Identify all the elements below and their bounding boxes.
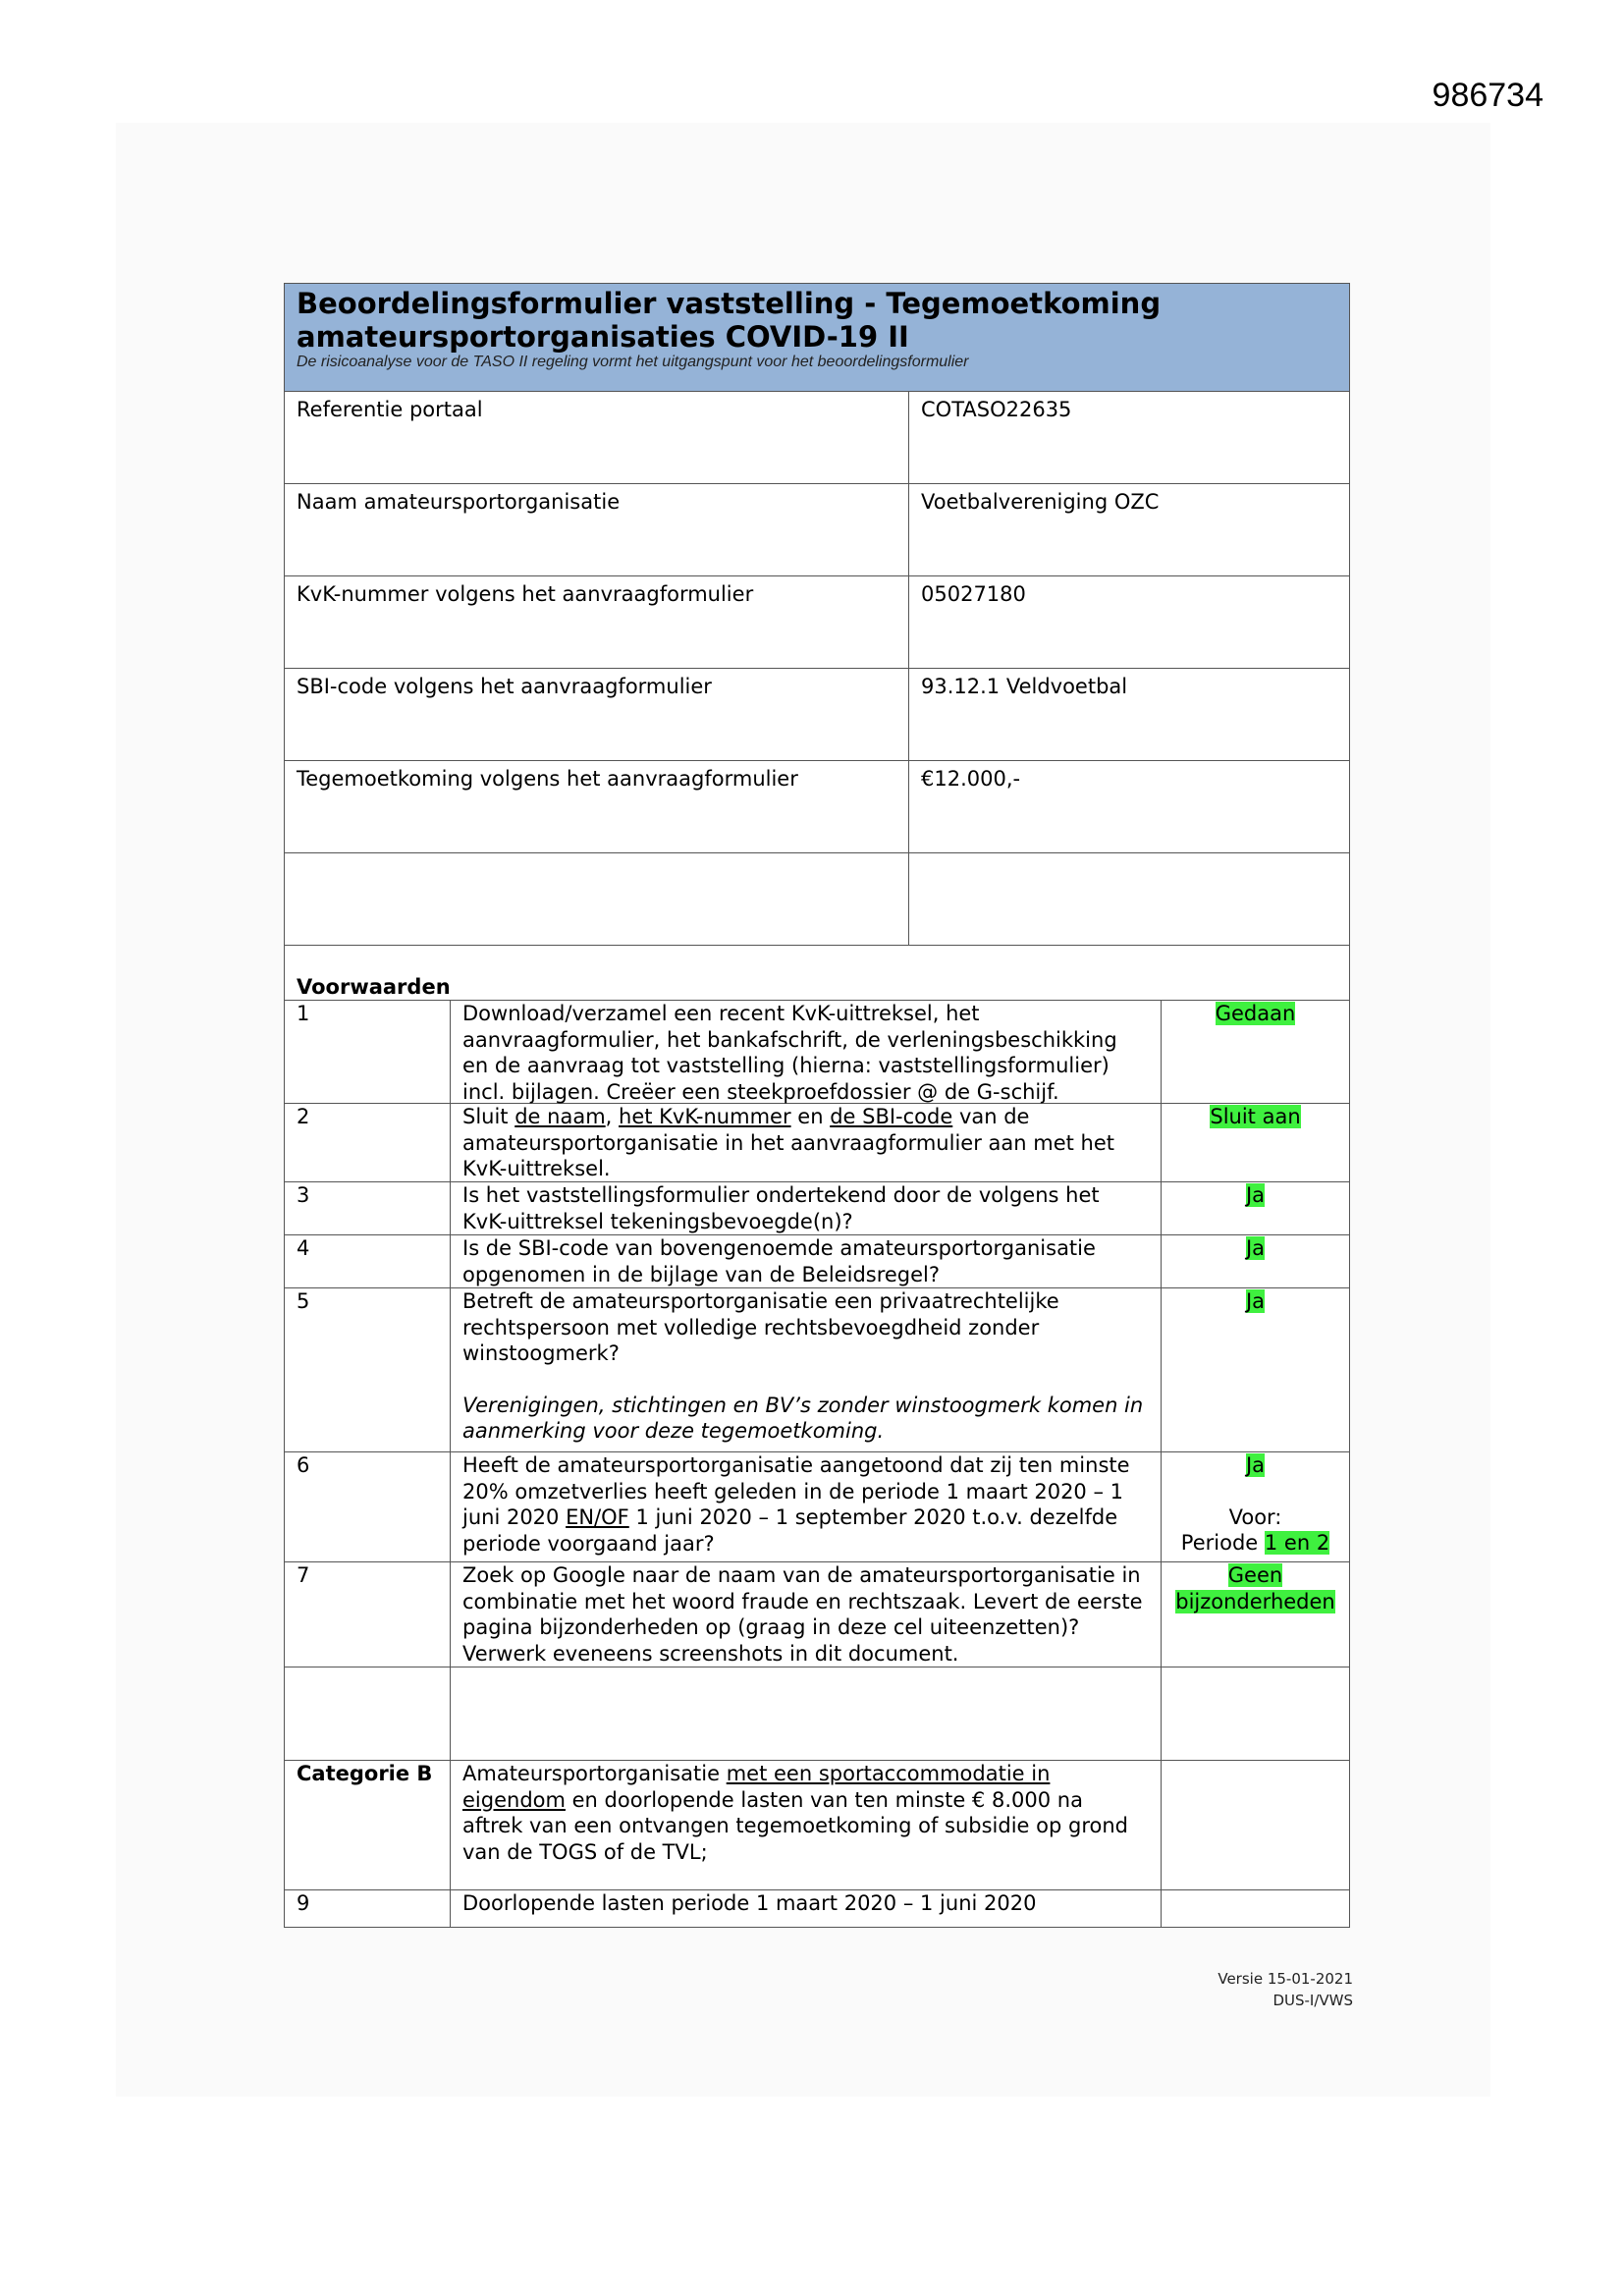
info-label — [285, 853, 909, 945]
condition-result — [1162, 1104, 1349, 1181]
condition-result — [1162, 1667, 1349, 1760]
result-highlight: Ja — [1245, 1236, 1266, 1260]
info-label: KvK-nummer volgens het aanvraagformulier — [285, 576, 909, 668]
condition-number: 7 — [285, 1562, 451, 1667]
periode-value: 1 en 2 — [1264, 1531, 1330, 1555]
condition-result — [1162, 1562, 1349, 1667]
result-highlight: Sluit aan — [1210, 1105, 1301, 1128]
info-row-empty — [285, 853, 1349, 946]
condition-number: 3 — [285, 1182, 451, 1234]
text-part: Sluit — [462, 1105, 515, 1128]
info-row-organisation-name — [285, 484, 1349, 576]
text-part: en — [790, 1105, 831, 1128]
condition-text: Download/verzamel een recent KvK-uittreksel, het aanvraagformulier, het bankafschrift, de verleningsbeschikking en de aanvraag tot vaststelling (hierna: vaststellingsformulier) incl. bijlagen. Creëer een steekproefdossier @ de G-schijf. — [451, 1001, 1162, 1103]
condition-text: Is het vaststellingsformulier ondertekend door de volgens het KvK-uittreksel tekeningsbevoegde(n)? — [451, 1182, 1162, 1234]
condition-text: Is de SBI-code van bovengenoemde amateursportorganisatie opgenomen in de bijlage van de Beleidsregel? — [451, 1235, 1162, 1287]
condition-note: Verenigingen, stichtingen en BV’s zonder winstoogmerk komen in aanmerking voor deze tegemoetkoming. — [462, 1393, 1144, 1443]
document-number: 986734 — [1432, 77, 1543, 114]
info-label: Naam amateursportorganisatie — [285, 484, 909, 575]
condition-text — [451, 1288, 1162, 1451]
section-heading — [285, 946, 1349, 1001]
info-label: SBI-code volgens het aanvraagformulier — [285, 669, 909, 760]
condition-number: 2 — [285, 1104, 451, 1181]
info-value: 93.12.1 Veldvoetbal — [921, 675, 1128, 698]
condition-row-6 — [285, 1452, 1349, 1562]
condition-row-4 — [285, 1235, 1349, 1288]
result-highlight: Gedaan — [1215, 1002, 1296, 1025]
condition-text — [451, 1667, 1162, 1760]
form-title: Beoordelingsformulier vaststelling - Tegemoetkoming amateursportorganisaties COVID-19 II — [297, 287, 1162, 354]
condition-result — [1162, 1452, 1349, 1561]
info-row-reference — [285, 392, 1349, 484]
condition-number — [285, 1667, 451, 1760]
info-value: €12.000,- — [921, 767, 1021, 791]
condition-number: 5 — [285, 1288, 451, 1451]
condition-number: 4 — [285, 1235, 451, 1287]
form-header — [285, 284, 1349, 392]
result-highlight: Ja — [1245, 1289, 1266, 1313]
text-part: en doorlopende lasten van ten minste € 8.000 na aftrek van een ontvangen tegemoetkoming of subsidie op grond van de TOGS of de TVL; — [462, 1787, 1128, 1864]
category-b-row — [285, 1761, 1349, 1890]
condition-row-3 — [285, 1182, 1349, 1235]
condition-row-empty — [285, 1667, 1349, 1761]
text-part: Amateursportorganisatie — [462, 1762, 727, 1785]
category-label: Categorie B — [285, 1761, 451, 1889]
underlined-term: de naam — [514, 1105, 606, 1128]
condition-row-1 — [285, 1001, 1349, 1104]
underlined-term: EN/OF — [566, 1505, 629, 1529]
info-value — [909, 853, 1349, 945]
underlined-term: de SBI-code — [830, 1105, 953, 1128]
footer-version: Versie 15-01-2021 — [1218, 1970, 1353, 1988]
footer-organisation: DUS-I/VWS — [1272, 1992, 1353, 2009]
condition-question: Betreft de amateursportorganisatie een privaatrechtelijke rechtspersoon met volledige rechtsbevoegdheid zonder winstoogmerk? — [462, 1289, 1059, 1365]
info-label: Tegemoetkoming volgens het aanvraagformulier — [285, 761, 909, 852]
condition-result — [1162, 1235, 1349, 1287]
text-part: , — [605, 1105, 620, 1128]
info-value: Voetbalvereniging OZC — [921, 490, 1160, 514]
condition-result — [1162, 1001, 1349, 1103]
info-label: Referentie portaal — [285, 392, 909, 483]
info-row-kvk-number — [285, 576, 1349, 669]
condition-number: 9 — [285, 1890, 451, 1927]
condition-result — [1162, 1182, 1349, 1234]
result-voor-label: Voor: — [1228, 1504, 1282, 1529]
condition-row-5 — [285, 1288, 1349, 1452]
section-title: Voorwaarden — [297, 975, 451, 999]
underlined-term: met een sportaccommodatie in eigendom — [462, 1762, 1051, 1812]
text-part: 1 juni 2020 – 1 september 2020 t.o.v. dezelfde periode voorgaand jaar? — [462, 1505, 1118, 1556]
form-subtitle: De risicoanalyse voor de TASO II regeling vormt het uitgangspunt voor het beoordelingsformulier — [297, 354, 969, 370]
condition-row-7 — [285, 1562, 1349, 1667]
condition-result — [1162, 1890, 1349, 1927]
result-highlight: bijzonderheden — [1175, 1589, 1335, 1613]
underlined-term: het KvK-nummer — [619, 1105, 791, 1128]
text-part: van de amateursportorganisatie in het aanvraagformulier aan met het KvK-uittreksel. — [462, 1105, 1114, 1180]
result-periode — [1165, 1530, 1345, 1557]
info-value: COTASO22635 — [921, 398, 1072, 421]
info-row-sbi-code — [285, 669, 1349, 761]
condition-text — [451, 1104, 1162, 1181]
condition-text: Zoek op Google naar de naam van de amateursportorganisatie in combinatie met het woord fraude en rechtszaak. Levert de eerste pagina bijzonderheden op (graag in deze cel uiteenzetten)? Verwerk eveneens screenshots in dit document. — [451, 1562, 1162, 1667]
paragraph-gap — [462, 1367, 1149, 1393]
condition-text: Doorlopende lasten periode 1 maart 2020 – 1 juni 2020 — [451, 1890, 1162, 1927]
result-highlight: Ja — [1245, 1183, 1266, 1207]
condition-result — [1162, 1288, 1349, 1451]
page-footer — [1218, 1968, 1353, 2011]
text-part: Heeft de amateursportorganisatie aangetoond dat zij ten minste 20% omzetverlies heeft geleden in de periode 1 maart 2020 – 1 juni 2020 — [462, 1453, 1130, 1529]
condition-row-2 — [285, 1104, 1349, 1182]
category-text — [451, 1761, 1162, 1889]
result-highlight: Ja — [1245, 1453, 1266, 1477]
condition-row-9 — [285, 1890, 1349, 1927]
info-row-amount — [285, 761, 1349, 853]
info-value: 05027180 — [921, 582, 1026, 606]
condition-number: 1 — [285, 1001, 451, 1103]
condition-result — [1162, 1761, 1349, 1889]
result-highlight: Geen — [1227, 1563, 1283, 1587]
condition-text — [451, 1452, 1162, 1561]
periode-label: Periode — [1180, 1531, 1265, 1555]
assessment-form — [284, 283, 1350, 1928]
condition-number: 6 — [285, 1452, 451, 1561]
